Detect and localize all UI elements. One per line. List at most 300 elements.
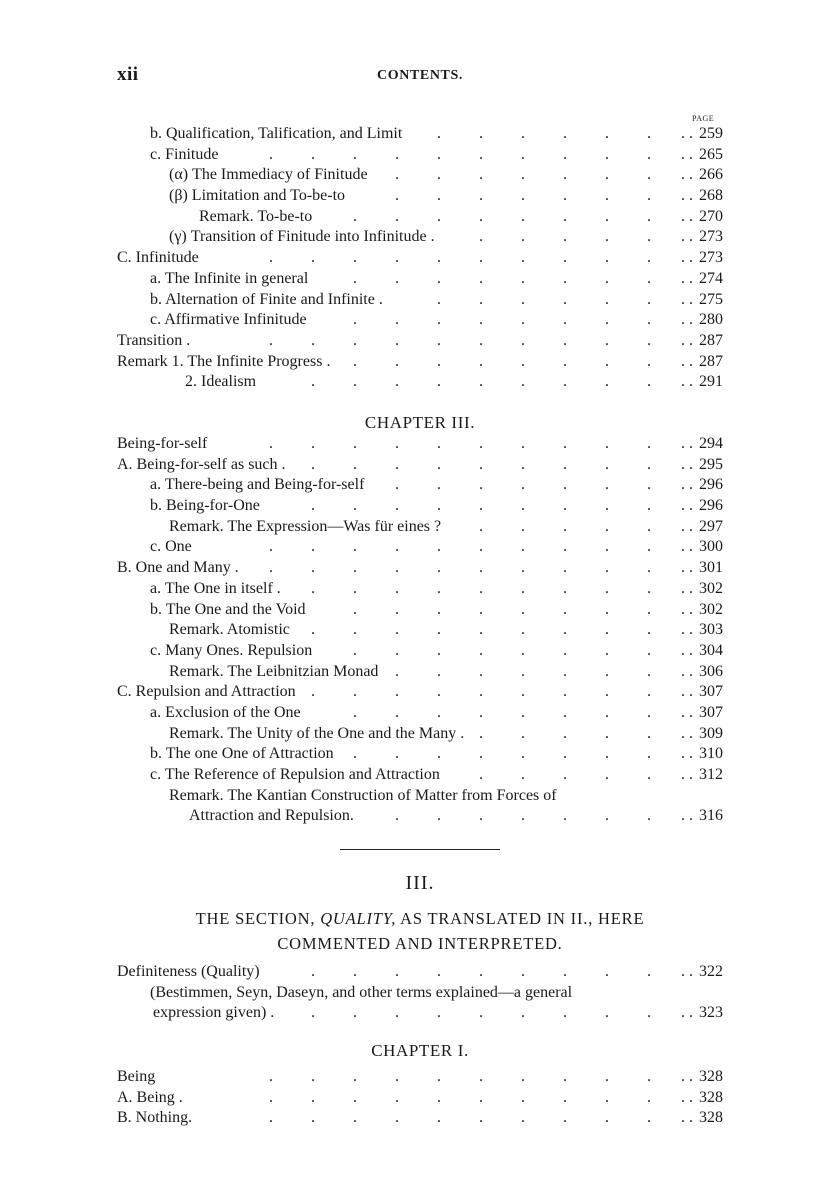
dot-leader: . bbox=[353, 703, 357, 721]
dot-leader: . bbox=[563, 766, 567, 783]
dot-leader: . bbox=[353, 249, 357, 267]
toc-section-iii bbox=[117, 962, 723, 1024]
dot-leader: . bbox=[605, 476, 609, 494]
toc-entry-title: Being-for-self bbox=[117, 435, 208, 452]
dot-leader: . bbox=[605, 435, 609, 452]
dot-leader: . bbox=[521, 207, 525, 225]
dot-leader: . bbox=[437, 373, 441, 391]
dot-leader: . bbox=[521, 1004, 525, 1022]
dot-leader: . bbox=[269, 1088, 273, 1106]
toc-entry bbox=[117, 186, 723, 207]
dot-leader: . bbox=[681, 559, 685, 577]
toc-entry bbox=[117, 600, 723, 621]
dot-leader: . bbox=[353, 497, 357, 515]
toc-entry-title: Remark. The Kantian Construction of Matter from Forces of bbox=[169, 786, 557, 804]
toc-entry-page: 274 bbox=[699, 269, 723, 287]
dot-leader: . bbox=[647, 166, 651, 184]
dot-leader: . bbox=[353, 373, 357, 391]
dot-leader: . bbox=[689, 311, 693, 329]
toc-entry bbox=[117, 724, 723, 745]
toc-entry bbox=[117, 352, 723, 373]
dot-leader: . bbox=[479, 963, 483, 980]
dot-leader: . bbox=[605, 269, 609, 287]
dot-leader: . bbox=[479, 435, 483, 452]
dot-leader: . bbox=[681, 497, 685, 515]
dot-leader: . bbox=[605, 1068, 609, 1085]
dot-leader: . bbox=[437, 166, 441, 184]
dot-leader: . bbox=[521, 455, 525, 473]
dot-leader: . bbox=[437, 455, 441, 473]
toc-entry-title: expression given) . bbox=[153, 1004, 275, 1022]
dot-leader: . bbox=[521, 745, 525, 763]
toc-entry bbox=[117, 537, 723, 558]
toc-entry bbox=[117, 434, 723, 455]
dot-leader: . bbox=[479, 1109, 483, 1127]
dot-leader: . bbox=[479, 703, 483, 721]
dot-leader: . bbox=[647, 476, 651, 494]
dot-leader: . bbox=[521, 497, 525, 515]
dot-leader: . bbox=[647, 145, 651, 163]
dot-leader: . bbox=[479, 290, 483, 308]
dot-leader: . bbox=[521, 125, 525, 142]
toc-entry-page: 328 bbox=[699, 1068, 723, 1085]
dot-leader: . bbox=[605, 207, 609, 225]
toc-entry bbox=[117, 475, 723, 496]
toc-chapter-iii bbox=[117, 434, 723, 827]
dot-leader: . bbox=[605, 579, 609, 597]
dot-leader: . bbox=[681, 683, 685, 701]
dot-leader: . bbox=[479, 724, 483, 742]
dot-leader: . bbox=[353, 621, 357, 639]
dot-leader: . bbox=[521, 703, 525, 721]
dot-leader: . bbox=[681, 352, 685, 370]
dot-leader: . bbox=[353, 600, 357, 618]
toc-entry bbox=[117, 962, 723, 983]
dot-leader: . bbox=[689, 1004, 693, 1022]
dot-leader: . bbox=[563, 249, 567, 267]
dot-leader: . bbox=[479, 331, 483, 349]
section-title-line2: COMMENTED AND INTERPRETED. bbox=[277, 934, 563, 953]
dot-leader: . bbox=[647, 290, 651, 308]
dot-leader: . bbox=[563, 497, 567, 515]
toc-entry-page: 304 bbox=[699, 641, 723, 659]
dot-leader: . bbox=[647, 311, 651, 329]
dot-leader: . bbox=[395, 963, 399, 980]
dot-leader: . bbox=[681, 166, 685, 184]
dot-leader: . bbox=[563, 1004, 567, 1022]
dot-leader: . bbox=[689, 517, 693, 535]
dot-leader: . bbox=[605, 703, 609, 721]
dot-leader: . bbox=[681, 145, 685, 163]
dot-leader: . bbox=[647, 538, 651, 556]
dot-leader: . bbox=[479, 1004, 483, 1022]
dot-leader: . bbox=[521, 579, 525, 597]
toc-entry-title: Remark. The Unity of the One and the Many . bbox=[169, 724, 465, 742]
toc-entry bbox=[117, 620, 723, 641]
dot-leader: . bbox=[605, 455, 609, 473]
dot-leader: . bbox=[681, 600, 685, 618]
dot-leader: . bbox=[563, 621, 567, 639]
dot-leader: . bbox=[647, 641, 651, 659]
dot-leader: . bbox=[395, 352, 399, 370]
dot-leader: . bbox=[605, 352, 609, 370]
toc-entry-title: c. Finitude bbox=[150, 145, 219, 163]
dot-leader: . bbox=[479, 807, 483, 825]
dot-leader: . bbox=[605, 559, 609, 577]
dot-leader: . bbox=[479, 766, 483, 783]
dot-leader: . bbox=[563, 455, 567, 473]
dot-leader: . bbox=[269, 1109, 273, 1127]
dot-leader: . bbox=[563, 703, 567, 721]
toc-entry bbox=[117, 983, 723, 1004]
dot-leader: . bbox=[563, 517, 567, 535]
dot-leader: . bbox=[605, 311, 609, 329]
dot-leader: . bbox=[681, 963, 685, 980]
dot-leader: . bbox=[311, 1088, 315, 1106]
dot-leader: . bbox=[353, 745, 357, 763]
toc-entry-title: B. One and Many . bbox=[117, 559, 239, 577]
dot-leader: . bbox=[479, 600, 483, 618]
toc-entry-page: 265 bbox=[699, 145, 723, 163]
dot-leader: . bbox=[681, 435, 685, 452]
dot-leader: . bbox=[605, 125, 609, 142]
dot-leader: . bbox=[437, 311, 441, 329]
dot-leader: . bbox=[479, 538, 483, 556]
dot-leader: . bbox=[437, 807, 441, 825]
dot-leader: . bbox=[479, 249, 483, 267]
page-column-label: PAGE bbox=[692, 114, 715, 123]
dot-leader: . bbox=[353, 1088, 357, 1106]
dot-leader: . bbox=[563, 745, 567, 763]
dot-leader: . bbox=[521, 766, 525, 783]
dot-leader: . bbox=[479, 145, 483, 163]
dot-leader: . bbox=[605, 807, 609, 825]
toc-entry-page: 270 bbox=[699, 207, 723, 225]
toc-entry-page: 303 bbox=[699, 621, 723, 639]
dot-leader: . bbox=[311, 331, 315, 349]
toc-entry-page: 287 bbox=[699, 331, 723, 349]
dot-leader: . bbox=[521, 290, 525, 308]
dot-leader: . bbox=[681, 228, 685, 246]
dot-leader: . bbox=[681, 641, 685, 659]
dot-leader: . bbox=[269, 538, 273, 556]
toc-entry bbox=[117, 496, 723, 517]
dot-leader: . bbox=[647, 352, 651, 370]
toc-entry bbox=[117, 786, 723, 807]
toc-entry-page: 306 bbox=[699, 662, 723, 680]
dot-leader: . bbox=[479, 1088, 483, 1106]
dot-leader: . bbox=[437, 435, 441, 452]
dot-leader: . bbox=[689, 290, 693, 308]
dot-leader: . bbox=[647, 683, 651, 701]
dot-leader: . bbox=[395, 703, 399, 721]
dot-leader: . bbox=[689, 703, 693, 721]
toc-entry bbox=[117, 290, 723, 311]
dot-leader: . bbox=[353, 269, 357, 287]
toc-entry-page: 280 bbox=[699, 311, 723, 329]
section-title-part-a: THE SECTION, bbox=[195, 909, 316, 928]
dot-leader: . bbox=[647, 621, 651, 639]
dot-leader: . bbox=[395, 166, 399, 184]
dot-leader: . bbox=[647, 1088, 651, 1106]
dot-leader: . bbox=[681, 745, 685, 763]
toc-entry-page: 296 bbox=[699, 476, 723, 494]
page-header bbox=[0, 64, 840, 90]
dot-leader: . bbox=[689, 600, 693, 618]
dot-leader: . bbox=[395, 579, 399, 597]
section-title-part-b: AS TRANSLATED IN II., HERE bbox=[400, 909, 645, 928]
toc-entry-title: a. There-being and Being-for-self bbox=[150, 476, 365, 494]
dot-leader: . bbox=[395, 207, 399, 225]
dot-leader: . bbox=[605, 145, 609, 163]
toc-entry bbox=[117, 806, 723, 827]
dot-leader: . bbox=[689, 455, 693, 473]
toc-entry-page: 309 bbox=[699, 724, 723, 742]
dot-leader: . bbox=[437, 579, 441, 597]
dot-leader: . bbox=[353, 538, 357, 556]
dot-leader: . bbox=[647, 455, 651, 473]
dot-leader: . bbox=[689, 1068, 693, 1085]
dot-leader: . bbox=[689, 187, 693, 205]
dot-leader: . bbox=[647, 662, 651, 680]
chapter-i-heading: CHAPTER I. bbox=[371, 1041, 469, 1060]
toc-entry-title: 2. Idealism bbox=[185, 373, 257, 391]
dot-leader: . bbox=[689, 538, 693, 556]
toc-entry-title: C. Repulsion and Attraction bbox=[117, 683, 296, 701]
toc-entry-title: Definiteness (Quality) bbox=[117, 963, 260, 980]
dot-leader: . bbox=[563, 352, 567, 370]
section-divider bbox=[340, 849, 500, 850]
dot-leader: . bbox=[479, 641, 483, 659]
toc-entry-page: 302 bbox=[699, 579, 723, 597]
dot-leader: . bbox=[521, 228, 525, 246]
toc-entry bbox=[117, 455, 723, 476]
dot-leader: . bbox=[563, 373, 567, 391]
dot-leader: . bbox=[647, 517, 651, 535]
dot-leader: . bbox=[353, 1068, 357, 1085]
dot-leader: . bbox=[395, 435, 399, 452]
toc-entry bbox=[117, 579, 723, 600]
dot-leader: . bbox=[437, 683, 441, 701]
toc-entry-title: Remark. The Leibnitzian Monad bbox=[169, 662, 379, 680]
toc-entry bbox=[117, 682, 723, 703]
dot-leader: . bbox=[395, 1109, 399, 1127]
dot-leader: . bbox=[311, 538, 315, 556]
dot-leader: . bbox=[521, 807, 525, 825]
dot-leader: . bbox=[689, 497, 693, 515]
toc-entry-title: Remark. To-be-to bbox=[199, 207, 313, 225]
dot-leader: . bbox=[395, 249, 399, 267]
dot-leader: . bbox=[689, 662, 693, 680]
dot-leader: . bbox=[563, 683, 567, 701]
dot-leader: . bbox=[437, 476, 441, 494]
dot-leader: . bbox=[521, 641, 525, 659]
dot-leader: . bbox=[269, 145, 273, 163]
dot-leader: . bbox=[479, 579, 483, 597]
dot-leader: . bbox=[563, 807, 567, 825]
dot-leader: . bbox=[647, 207, 651, 225]
dot-leader: . bbox=[681, 579, 685, 597]
toc-entry-title: a. Exclusion of the One bbox=[150, 703, 301, 721]
dot-leader: . bbox=[353, 435, 357, 452]
dot-leader: . bbox=[395, 311, 399, 329]
dot-leader: . bbox=[521, 517, 525, 535]
dot-leader: . bbox=[479, 207, 483, 225]
toc-entry bbox=[117, 517, 723, 538]
toc-entry-page: 273 bbox=[699, 228, 723, 246]
dot-leader: . bbox=[479, 269, 483, 287]
dot-leader: . bbox=[605, 1088, 609, 1106]
dot-leader: . bbox=[563, 559, 567, 577]
dot-leader: . bbox=[563, 187, 567, 205]
dot-leader: . bbox=[521, 249, 525, 267]
dot-leader: . bbox=[437, 662, 441, 680]
dot-leader: . bbox=[681, 1068, 685, 1085]
dot-leader: . bbox=[647, 497, 651, 515]
dot-leader: . bbox=[521, 331, 525, 349]
dot-leader: . bbox=[395, 476, 399, 494]
toc-entry-title: b. The one One of Attraction bbox=[150, 745, 334, 763]
dot-leader: . bbox=[437, 621, 441, 639]
dot-leader: . bbox=[647, 1109, 651, 1127]
toc-entry-page: 296 bbox=[699, 497, 723, 515]
dot-leader: . bbox=[605, 538, 609, 556]
dot-leader: . bbox=[647, 249, 651, 267]
dot-leader: . bbox=[605, 662, 609, 680]
dot-leader: . bbox=[647, 269, 651, 287]
toc-entry-page: 322 bbox=[699, 963, 723, 980]
dot-leader: . bbox=[563, 145, 567, 163]
dot-leader: . bbox=[479, 311, 483, 329]
dot-leader: . bbox=[689, 373, 693, 391]
dot-leader: . bbox=[437, 145, 441, 163]
dot-leader: . bbox=[353, 1109, 357, 1127]
dot-leader: . bbox=[689, 621, 693, 639]
dot-leader: . bbox=[479, 228, 483, 246]
dot-leader: . bbox=[521, 1088, 525, 1106]
toc-entry-page: 259 bbox=[699, 125, 723, 142]
dot-leader: . bbox=[681, 807, 685, 825]
dot-leader: . bbox=[311, 249, 315, 267]
dot-leader: . bbox=[311, 1004, 315, 1022]
dot-leader: . bbox=[437, 249, 441, 267]
dot-leader: . bbox=[479, 745, 483, 763]
dot-leader: . bbox=[353, 579, 357, 597]
dot-leader: . bbox=[689, 166, 693, 184]
dot-leader: . bbox=[437, 207, 441, 225]
toc-entry-title: c. Affirmative Infinitude bbox=[150, 311, 307, 329]
dot-leader: . bbox=[563, 435, 567, 452]
dot-leader: . bbox=[563, 579, 567, 597]
dot-leader: . bbox=[437, 703, 441, 721]
dot-leader: . bbox=[563, 724, 567, 742]
dot-leader: . bbox=[437, 352, 441, 370]
toc-entry-page: 300 bbox=[699, 538, 723, 556]
dot-leader: . bbox=[479, 517, 483, 535]
toc-entry-title: b. Alternation of Finite and Infinite . bbox=[150, 290, 383, 308]
dot-leader: . bbox=[521, 600, 525, 618]
dot-leader: . bbox=[353, 963, 357, 980]
toc-entry-page: 291 bbox=[699, 373, 723, 391]
dot-leader: . bbox=[395, 1088, 399, 1106]
dot-leader: . bbox=[311, 579, 315, 597]
toc-entry-title: Remark 1. The Infinite Progress . bbox=[117, 352, 331, 370]
dot-leader: . bbox=[311, 559, 315, 577]
toc-entry-page: 301 bbox=[699, 559, 723, 577]
dot-leader: . bbox=[689, 745, 693, 763]
dot-leader: . bbox=[521, 683, 525, 701]
toc-entry bbox=[117, 1067, 723, 1088]
dot-leader: . bbox=[605, 1109, 609, 1127]
toc-entry-page: 302 bbox=[699, 600, 723, 618]
toc-entry-title: (Bestimmen, Seyn, Daseyn, and other terms explained—a general bbox=[150, 983, 573, 1001]
dot-leader: . bbox=[395, 745, 399, 763]
section-title-italic: QUALITY, bbox=[320, 909, 397, 928]
dot-leader: . bbox=[437, 538, 441, 556]
dot-leader: . bbox=[689, 579, 693, 597]
dot-leader: . bbox=[563, 331, 567, 349]
dot-leader: . bbox=[437, 1068, 441, 1085]
dot-leader: . bbox=[647, 435, 651, 452]
dot-leader: . bbox=[395, 621, 399, 639]
dot-leader: . bbox=[647, 228, 651, 246]
toc-entry-title: a. The Infinite in general bbox=[150, 269, 309, 287]
dot-leader: . bbox=[689, 1109, 693, 1127]
dot-leader: . bbox=[479, 187, 483, 205]
toc-entry-title: c. Many Ones. Repulsion bbox=[150, 641, 313, 659]
dot-leader: . bbox=[437, 1088, 441, 1106]
dot-leader: . bbox=[521, 963, 525, 980]
toc-entry-page: 297 bbox=[699, 517, 723, 535]
dot-leader: . bbox=[311, 1109, 315, 1127]
dot-leader: . bbox=[689, 352, 693, 370]
dot-leader: . bbox=[311, 373, 315, 391]
toc-entry bbox=[117, 227, 723, 248]
dot-leader: . bbox=[605, 600, 609, 618]
dot-leader: . bbox=[605, 621, 609, 639]
dot-leader: . bbox=[521, 1109, 525, 1127]
toc-entry bbox=[117, 558, 723, 579]
dot-leader: . bbox=[689, 766, 693, 783]
dot-leader: . bbox=[269, 559, 273, 577]
dot-leader: . bbox=[689, 145, 693, 163]
toc-entry bbox=[117, 124, 723, 145]
dot-leader: . bbox=[647, 766, 651, 783]
dot-leader: . bbox=[681, 538, 685, 556]
dot-leader: . bbox=[311, 963, 315, 980]
dot-leader: . bbox=[521, 352, 525, 370]
toc-entry bbox=[117, 1088, 723, 1109]
toc-entry-title: (α) The Immediacy of Finitude bbox=[169, 166, 368, 184]
toc-entry-title: b. Being-for-One bbox=[150, 497, 260, 515]
dot-leader: . bbox=[605, 290, 609, 308]
dot-leader: . bbox=[437, 497, 441, 515]
toc-entry-title: Remark. Atomistic bbox=[169, 621, 290, 639]
dot-leader: . bbox=[647, 600, 651, 618]
dot-leader: . bbox=[479, 621, 483, 639]
dot-leader: . bbox=[395, 187, 399, 205]
dot-leader: . bbox=[647, 724, 651, 742]
dot-leader: . bbox=[647, 579, 651, 597]
dot-leader: . bbox=[521, 145, 525, 163]
toc-entry-title: A. Being . bbox=[117, 1088, 183, 1106]
dot-leader: . bbox=[353, 455, 357, 473]
toc-entry-title: Transition . bbox=[117, 331, 191, 349]
dot-leader: . bbox=[563, 662, 567, 680]
dot-leader: . bbox=[647, 125, 651, 142]
dot-leader: . bbox=[563, 1109, 567, 1127]
toc-entry bbox=[117, 310, 723, 331]
